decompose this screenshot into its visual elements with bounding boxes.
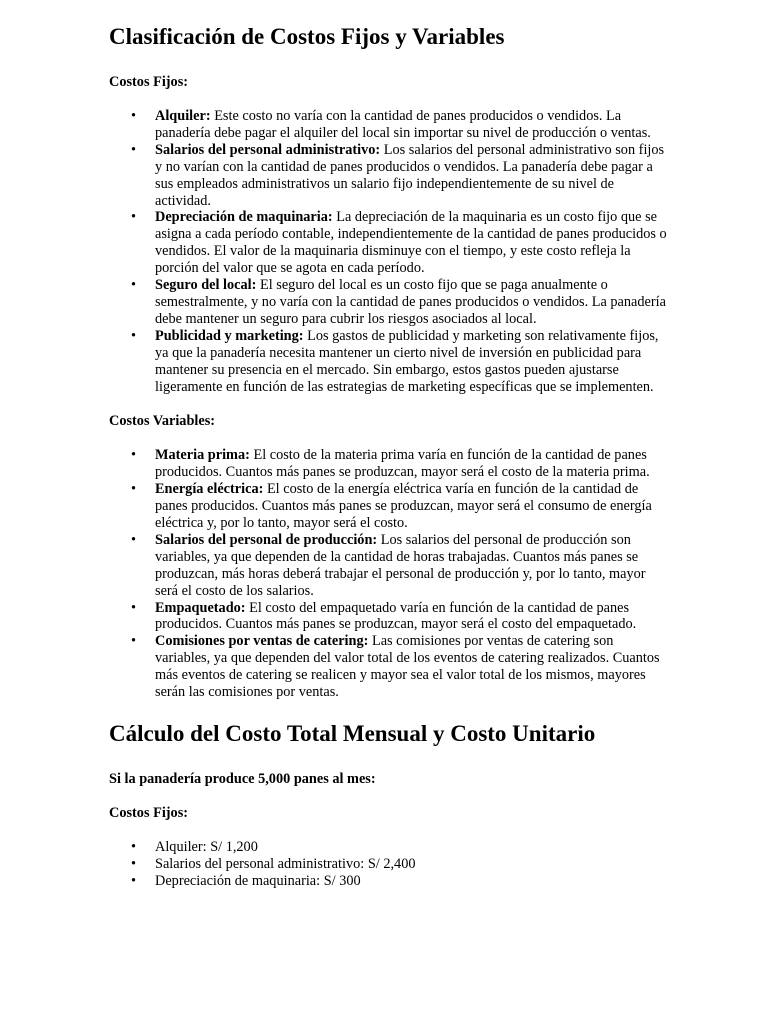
list-item [155, 633, 668, 701]
calc-fixed-costs-list [109, 839, 668, 890]
item-term: Comisiones por ventas de catering: [155, 633, 369, 650]
item-term: Publicidad y marketing: [155, 327, 304, 344]
list-item: • Depreciación de maquinaria: S/ 300 [155, 873, 668, 890]
item-term: Alquiler: [155, 108, 211, 124]
list-item: • Salarios del personal administrativo: S/ 2,400 [155, 856, 668, 873]
item-text: Este costo no varía con la cantidad de panes producidos o vendidos. La panadería debe pagar el alquiler del local sin importar su nivel de producción o ventas. [155, 108, 651, 141]
list-item [155, 600, 668, 634]
list-item [155, 481, 668, 532]
item-term: Empaquetado: [155, 599, 246, 616]
fixed-costs-list [109, 108, 668, 395]
list-item [155, 142, 668, 210]
variable-costs-list [109, 447, 668, 701]
list-item [155, 447, 668, 481]
item-term: Salarios del personal administrativo: [155, 141, 381, 158]
item-text: La depreciación de la maquinaria es un costo fijo que se asigna a cada período contable, independientemente de la cantidad de panes producidos o vendidos. El valor de la maquinaria disminuye con el tiempo, y este costo refleja la porción del valor que se agota en cada período. [155, 209, 667, 277]
item-term: Energía eléctrica: [155, 481, 264, 498]
item-text: Los salarios del personal administrativo son fijos y no varían con la cantidad de panes producidos o vendidos. La panadería debe pagar a sus empleados administrativos un salario fijo independientemente de su nivel de actividad. [155, 141, 665, 209]
variable-costs-heading: Costos Variables: [109, 413, 216, 430]
item-text: El costo del empaquetado varía en función de la cantidad de panes producidos. Cuantos más panes se produzcan, mayor será el costo del empaquetado. [155, 599, 637, 633]
item-text: El costo de la energía eléctrica varía en función de la cantidad de panes producidos. Cuantos más panes se produzcan, mayor será el consumo de energía eléctrica y, por lo tanto, mayor será el costo. [155, 481, 652, 532]
list-item [155, 532, 668, 600]
item-text: Los salarios del personal de producción son variables, ya que dependen de la cantidad de horas trabajadas. Cuantos más panes se produzcan, más horas deberá trabajar el personal de producción y, por lo tanto, mayor será el costo de los salarios. [155, 531, 646, 599]
production-note: Si la panadería produce 5,000 panes al mes: [109, 771, 376, 787]
list-item [155, 108, 668, 142]
list-item: • Alquiler: S/ 1,200 [155, 839, 668, 856]
item-term: Salarios del personal de producción: [155, 531, 378, 548]
list-item [155, 277, 668, 328]
list-item [155, 328, 668, 396]
item-term: Seguro del local: [155, 277, 257, 294]
item-text: Los gastos de publicidad y marketing son relativamente fijos, ya que la panadería necesita mantener un cierto nivel de inversión en publicidad para mantener su presencia en el mercado. Sin embargo, estos gastos pueden ajustarse ligeramente en función de las estrategias de marketing específicas que se implementen. [155, 327, 659, 395]
calc-fixed-costs-heading: Costos Fijos: [109, 805, 189, 821]
fixed-costs-heading: Costos Fijos: [109, 74, 189, 90]
item-text: Las comisiones por ventas de catering son variables, ya que dependen del valor total de los eventos de catering realizados. Cuantos más eventos de catering se realicen y mayor sea el valor total de los mismos, mayores serán las comisiones por ventas. [155, 633, 660, 701]
section-title-calculation: Cálculo del Costo Total Mensual y Costo Unitario [109, 721, 596, 746]
item-term: Materia prima: [155, 447, 250, 464]
section-title-classification: Clasificación de Costos Fijos y Variables [109, 24, 505, 49]
item-text: El seguro del local es un costo fijo que se paga anualmente o semestralmente, y no varía con la cantidad de panes producidos o vendidos. La panadería debe mantener un seguro para cubrir los riesgos asociados al local. [155, 277, 666, 327]
item-text: El costo de la materia prima varía en función de la cantidad de panes producidos. Cuantos más panes se produzcan, mayor será el costo de la materia prima. [155, 447, 650, 481]
item-term: Depreciación de maquinaria: [155, 209, 333, 226]
list-item [155, 209, 668, 277]
